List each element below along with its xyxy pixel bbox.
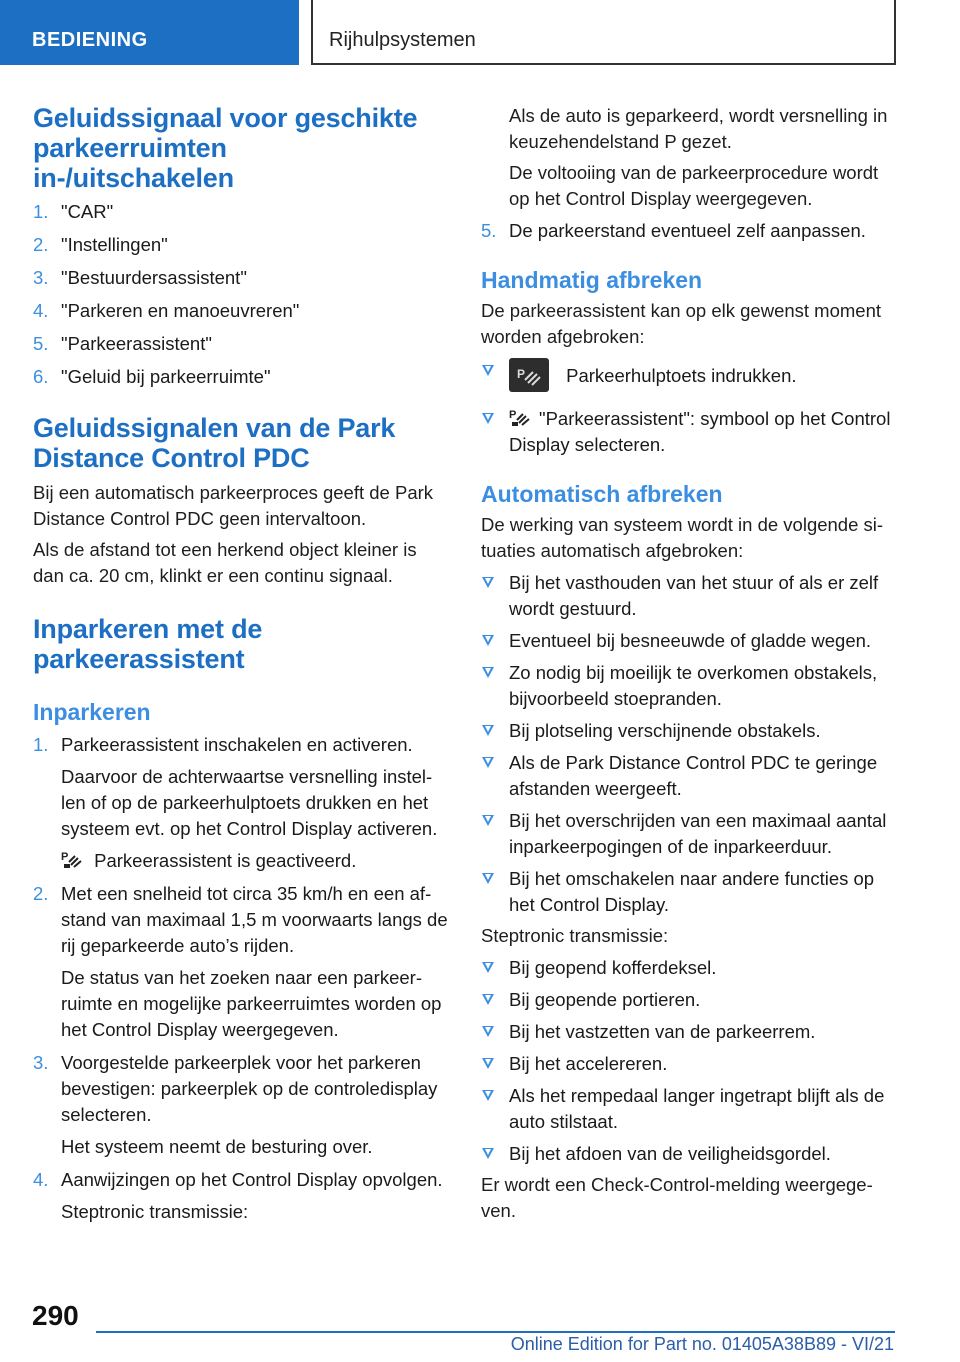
list-item	[33, 199, 448, 225]
step-detail: Steptronic transmissie:	[61, 1201, 249, 1222]
triangle-bullet-icon	[482, 757, 494, 768]
step-text: "CAR"	[61, 201, 114, 222]
heading-pdc: Geluidssignalen van de Park Distance Control PDC	[33, 413, 396, 473]
step-number: 4.	[33, 300, 49, 321]
step-text: "Parkeren en manoeuvreren"	[61, 300, 300, 321]
step-number: 3.	[33, 1052, 49, 1073]
bullet-text: Bij het vasthouden van het stuur of als er zelf wordt gestuurd.	[509, 572, 879, 619]
step-number: 3.	[33, 267, 49, 288]
parking-button-icon	[509, 358, 549, 392]
step-detail: De status van het zoeken naar een parkeerruimte en mogelijke parkeerruimtes worden op het Control Display weergegeven.	[61, 967, 442, 1040]
bullet-text: Eventueel bij besneeuwde of gladde wegen.	[509, 630, 872, 651]
right-column	[481, 103, 899, 1224]
triangle-bullet-icon	[482, 1090, 494, 1101]
edition-text: Online Edition for Part no. 01405A38B89 - VI/21	[510, 1334, 894, 1354]
triangle-bullet-icon	[482, 577, 494, 588]
list-item	[33, 1050, 448, 1160]
step-text: Parkeerassistent inschakelen en activeren.	[61, 734, 413, 755]
list-item	[481, 1019, 899, 1045]
triangle-bullet-icon	[482, 815, 494, 826]
step-icon-line	[61, 848, 448, 874]
triangle-bullet-icon	[482, 365, 494, 376]
step-detail: Daarvoor de achterwaartse versnelling instellen of op de parkeerhulptoets drukken en het systeem evt. op het Control Display activeren.	[61, 766, 438, 839]
closing-paragraph: Er wordt een Check-Control-melding weergegeven.	[481, 1174, 873, 1221]
triangle-bullet-icon	[482, 1026, 494, 1037]
step-text: "Bestuurdersassistent"	[61, 267, 247, 288]
step-number: 2.	[33, 883, 49, 904]
chapter-label: BEDIENING	[32, 29, 148, 51]
continued-paragraph-1: Als de auto is geparkeerd, wordt versnelling in keuzehendelstand P gezet.	[509, 105, 888, 152]
bullet-text: "Parkeerassistent": symbool op het Control Display selecteren.	[509, 408, 891, 455]
list-item	[33, 364, 448, 390]
triangle-bullet-icon	[482, 873, 494, 884]
list-item	[33, 232, 448, 258]
bullet-text: Bij geopende portieren.	[509, 989, 701, 1010]
parking-assistant-icon	[509, 408, 531, 428]
list-item	[481, 406, 899, 458]
triangle-bullet-icon	[482, 994, 494, 1005]
list-item	[481, 1141, 899, 1167]
triangle-bullet-icon	[482, 413, 494, 424]
list-item	[481, 866, 899, 918]
step-number: 1.	[33, 734, 49, 755]
left-column	[33, 103, 448, 1225]
step-detail: Het systeem neemt de besturing over.	[61, 1136, 373, 1157]
svg-text:P: P	[517, 367, 526, 381]
list-item	[481, 660, 899, 712]
triangle-bullet-icon	[482, 635, 494, 646]
section-tab	[311, 0, 896, 65]
list-item	[481, 218, 899, 244]
subheading-manual-cancel: Handmatig afbreken	[481, 267, 703, 293]
list-item	[481, 628, 899, 654]
bullet-text: Zo nodig bij moeilijk te overkomen obstakels, bijvoorbeeld stoepranden.	[509, 662, 878, 709]
list-item	[481, 987, 899, 1013]
list-item	[481, 570, 899, 622]
parking-assistant-icon	[61, 850, 83, 870]
auto-cancel-list	[481, 570, 899, 918]
step-text: De parkeerstand eventueel zelf aanpassen.	[509, 220, 866, 241]
list-item	[481, 718, 899, 744]
subheading-auto-cancel: Automatisch afbreken	[481, 481, 723, 507]
bullet-text: Bij het overschrijden van een maximaal aantal inparkeerpogingen of de inparkeerduur.	[509, 810, 887, 857]
page-number: 290	[32, 1300, 79, 1331]
sound-steps-list	[33, 199, 448, 390]
step-number: 6.	[33, 366, 49, 387]
heading-park-in: Inparkeren met de parkeerassistent	[33, 614, 263, 674]
list-item	[33, 298, 448, 324]
chapter-tab	[0, 0, 299, 65]
steptronic-list	[481, 955, 899, 1167]
bullet-text: Als de Park Distance Control PDC te geringe afstanden weergeeft.	[509, 752, 878, 799]
step-text: Aanwijzingen op het Control Display opvolgen.	[61, 1169, 443, 1190]
step-number: 1.	[33, 201, 49, 222]
triangle-bullet-icon	[482, 1148, 494, 1159]
step-number: 5.	[33, 333, 49, 354]
bullet-text: Bij het accelereren.	[509, 1053, 668, 1074]
subheading-park-in: Inparkeren	[33, 699, 151, 725]
bullet-text: Bij het vastzetten van de parkeerrem.	[509, 1021, 816, 1042]
footer-divider	[96, 1331, 895, 1333]
continued-paragraph-2: De voltooiing van de parkeerprocedure wordt op het Control Display weergegeven.	[509, 162, 879, 209]
list-item	[481, 750, 899, 802]
bullet-text: Als het rempedaal langer ingetrapt blijft als de auto stilstaat.	[509, 1085, 885, 1132]
list-item	[481, 808, 899, 860]
manual-paragraph: De parkeerassistent kan op elk gewenst moment worden afgebroken:	[481, 300, 882, 347]
list-item	[33, 331, 448, 357]
triangle-bullet-icon	[482, 962, 494, 973]
list-item	[481, 358, 899, 392]
pdc-paragraph-2: Als de afstand tot een herkend object kleiner is dan ca. 20 cm, klinkt er een continu signaal.	[33, 539, 417, 586]
step-number: 2.	[33, 234, 49, 255]
step-text: Met een snelheid tot circa 35 km/h en een afstand van maximaal 1,5 m voorwaarts langs de rij geparkeerde auto’s rijden.	[61, 883, 448, 956]
step-text: Voorgestelde parkeerplek voor het parkeren bevestigen: parkeerplek op de controledisplay selecteren.	[61, 1052, 438, 1125]
step-number: 5.	[481, 220, 497, 241]
list-item	[481, 955, 899, 981]
bullet-text: Bij het omschakelen naar andere functies op het Control Display.	[509, 868, 875, 915]
section-label: Rijhulpsystemen	[329, 29, 476, 51]
pdc-paragraph-1: Bij een automatisch parkeerproces geeft de Park Distance Control PDC geen intervaltoon.	[33, 482, 434, 529]
list-item	[33, 1167, 448, 1225]
auto-paragraph: De werking van systeem wordt in de volgende situaties automatisch afgebroken:	[481, 514, 884, 561]
bullet-text: Parkeerhulptoets indrukken.	[566, 365, 797, 386]
triangle-bullet-icon	[482, 725, 494, 736]
heading-sound-toggle: Geluidssignaal voor geschikte parkeerruimten in-/uitschakelen	[33, 103, 418, 193]
list-item	[33, 881, 448, 1043]
triangle-bullet-icon	[482, 1058, 494, 1069]
list-item	[33, 265, 448, 291]
list-item	[481, 1083, 899, 1135]
steptronic-label: Steptronic transmissie:	[481, 925, 669, 946]
list-item	[33, 732, 448, 874]
step-number: 4.	[33, 1169, 49, 1190]
step-icon-text: Parkeerassistent is geactiveerd.	[94, 850, 357, 871]
svg-text:P: P	[509, 409, 517, 421]
list-item	[481, 1051, 899, 1077]
step-text: "Geluid bij parkeerruimte"	[61, 366, 271, 387]
bullet-text: Bij het afdoen van de veiligheidsgordel.	[509, 1143, 831, 1164]
triangle-bullet-icon	[482, 667, 494, 678]
svg-text:P: P	[61, 851, 69, 863]
step-text: "Instellingen"	[61, 234, 168, 255]
bullet-text: Bij geopend kofferdeksel.	[509, 957, 717, 978]
step-text: "Parkeerassistent"	[61, 333, 212, 354]
bullet-text: Bij plotseling verschijnende obstakels.	[509, 720, 821, 741]
